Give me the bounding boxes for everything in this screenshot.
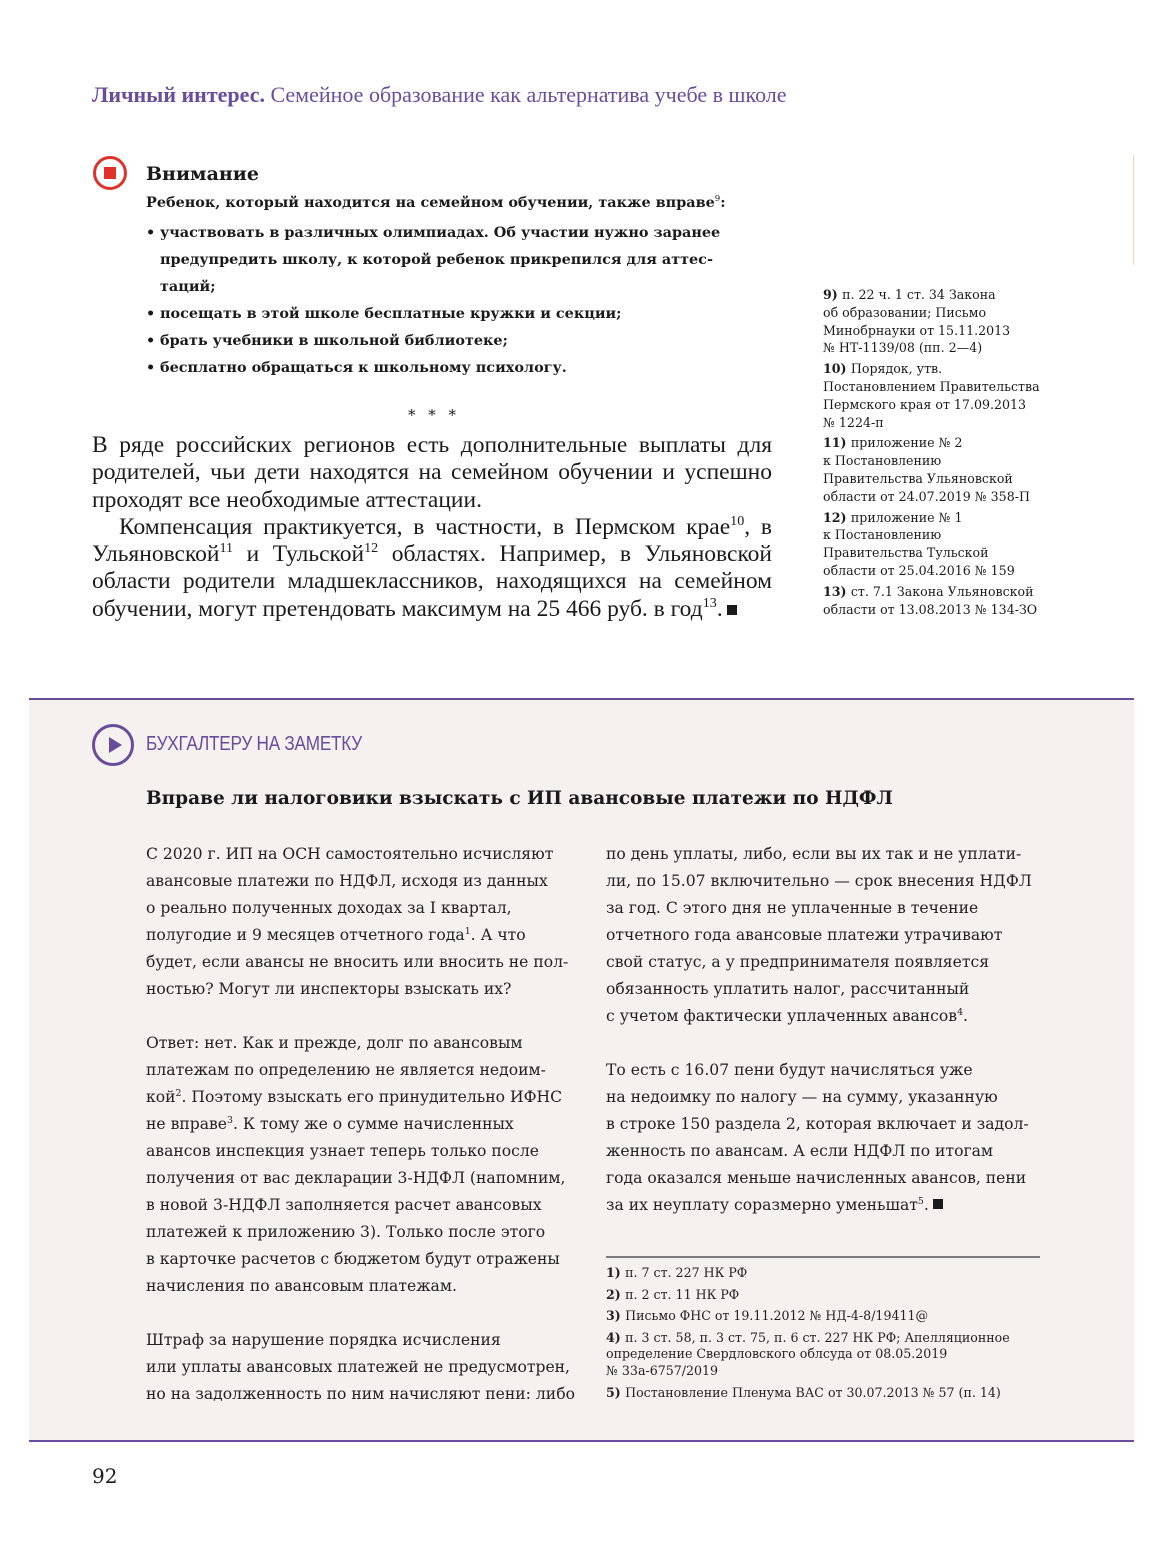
- text: , в Ульяновской: [92, 513, 772, 568]
- main-text: [92, 432, 772, 623]
- footnote-number: 1): [606, 1265, 626, 1280]
- footnote: 11) приложение № 2 к Постановлению Правительства Ульяновской области от 24.07.2019 № 358-П: [823, 435, 1030, 504]
- text: областях. Например, в Ульяновской области родители младшеклассников, находящихся на семейном обучении, могут претендовать максимум на 25 466 руб. в год: [92, 541, 772, 622]
- box-label: БУХГАЛТЕРУ НА ЗАМЕТКУ: [146, 733, 362, 755]
- page-number: 92: [92, 1464, 118, 1488]
- text: .: [716, 595, 723, 622]
- footnote: 4) п. 3 ст. 58, п. 3 ст. 75, п. 6 ст. 227 НК РФ; Апелляционное определение Свердловского облсуда от 08.05.2019 № 33а-6757/2019: [606, 1329, 1010, 1378]
- footnote-number: 11): [823, 435, 851, 451]
- paragraph: по день уплаты, либо, если вы их так и не уплати- ли, по 15.07 включительно — срок внесения НДФЛ за год. С этого дня не уплаченные в течение отчетного года авансовые платежи утрачивают свой статус, а у предпринимателя появляется обязанность уплатить налог, рассчитанный с учетом фактически уплаченных авансов$^4$.: [606, 845, 1032, 1025]
- footnote: 1) п. 7 ст. 227 НК РФ: [606, 1265, 748, 1280]
- text: Компенсация практикуется, в частности, в Пермском крае: [119, 513, 731, 540]
- attention-lead: [146, 194, 726, 211]
- paragraph: То есть с 16.07 пени будут начисляться уже на недоимку по налогу — на сумму, указанную в строке 150 раздела 2, которая включает и задол- женность по авансам. А если НДФЛ по итогам года оказался меньше начисленных авансов, пени за их неуплату соразмерно уменьшат$^5$.: [606, 1061, 1029, 1214]
- header-section: Личный интерес.: [92, 82, 265, 107]
- side-notes: [823, 286, 1053, 621]
- footnote-ref: 2: [175, 1087, 182, 1099]
- footnote-ref: 11: [219, 540, 234, 557]
- footnote: 9) п. 22 ч. 1 ст. 34 Закона об образовании; Письмо Минобрнауки от 15.11.2013 № НТ-1139/08 (пп. 2—4): [823, 287, 1011, 356]
- box-column-right: [606, 841, 1046, 1246]
- list-item: • бесплатно обращаться к школьному психологу.: [146, 354, 786, 381]
- attention-title: Внимание: [146, 163, 259, 185]
- footnote-ref: 12: [364, 540, 379, 557]
- footnote-divider: [606, 1256, 1040, 1258]
- attention-list: [146, 219, 786, 381]
- footnote: 3) Письмо ФНС от 19.11.2012 № НД-4-8/19411@: [606, 1308, 929, 1324]
- footnote-number: 10): [823, 361, 851, 377]
- box-column-left: [146, 841, 586, 1435]
- footnote-ref: 10: [730, 513, 745, 530]
- list-item: • участвовать в различных олимпиадах. Об участии нужно заранее предупредить школу, к которой ребенок прикрепился для аттес- таций;: [146, 219, 786, 300]
- play-icon: [92, 724, 134, 766]
- paragraph: Ответ: нет. Как и прежде, долг по авансовым платежам по определению не является недоим- кой$^2$. Поэтому взыскать его принудительно ИФНС не вправе$^3$. К тому же о сумме начисленных авансов инспекция узнает теперь только после получения от вас декларации 3-НДФЛ (напомним, в новой 3-НДФЛ заполняется расчет авансовых платежей к приложению 3). Только после этого в карточке расчетов с бюджетом будут отражены начисления по авансовым платежам.: [146, 1034, 566, 1295]
- attention-lead-colon: :: [720, 194, 726, 211]
- footnote-ref: 1: [464, 925, 471, 937]
- list-item: • брать учебники в школьной библиотеке;: [146, 327, 786, 354]
- box-title: Вправе ли налоговики взыскать с ИП авансовые платежи по НДФЛ: [146, 788, 893, 809]
- footnote: 5) Постановление Пленума ВАС от 30.07.2013 № 57 (п. 14): [606, 1384, 1001, 1400]
- footnote-number: 5): [606, 1384, 626, 1400]
- margin-rule: [1133, 155, 1134, 265]
- footnote-ref: 3: [227, 1114, 234, 1126]
- end-mark-icon: [933, 1199, 943, 1209]
- attention-lead-text: Ребенок, который находится на семейном обучении, также вправе: [146, 194, 715, 211]
- footnote-number: 9): [823, 287, 843, 302]
- header-subtitle: Семейное образование как альтернатива учебе в школе: [270, 82, 787, 107]
- footnote-number: 3): [606, 1308, 626, 1324]
- paragraph: [92, 514, 772, 623]
- footnote-number: 2): [606, 1286, 626, 1302]
- paragraph: Штраф за нарушение порядка исчисления или уплаты авансовых платежей не предусмотрен, но на задолженность по ним начисляют пени: либо: [146, 1331, 575, 1403]
- footnote-ref: 9: [714, 194, 721, 205]
- footnote: 2) п. 2 ст. 11 НК РФ: [606, 1286, 740, 1302]
- footnote-number: 12): [823, 509, 851, 525]
- stop-icon: [93, 156, 127, 190]
- text: и Тульской: [233, 541, 365, 568]
- footnote-number: 13): [823, 583, 851, 599]
- running-header: [92, 82, 787, 108]
- footnote: 12) приложение № 1 к Постановлению Правительства Тульской области от 25.04.2016 № 159: [823, 509, 1015, 578]
- paragraph: В ряде российских регионов есть дополнительные выплаты для родителей, чьи дети находятся на семейном обучении и успешно проходят все необходимые аттестации.: [92, 432, 772, 513]
- footnote: 10) Порядок, утв. Постановлением Правительства Пермского края от 17.09.2013 № 1224-п: [823, 361, 1040, 430]
- list-item: • посещать в этой школе бесплатные кружки и секции;: [146, 300, 786, 327]
- footnote-ref: 5: [917, 1195, 924, 1207]
- footnote: 13) ст. 7.1 Закона Ульяновской области от 13.08.2013 № 134-ЗО: [823, 583, 1038, 617]
- footnote-ref: 4: [957, 1006, 964, 1018]
- footnote-number: 4): [606, 1329, 626, 1345]
- section-separator: * * *: [408, 406, 461, 424]
- footnote-ref: 13: [702, 594, 717, 611]
- paragraph: С 2020 г. ИП на ОСН самостоятельно исчисляют авансовые платежи по НДФЛ, исходя из данных о реально полученных доходах за I квартал, полугодие и 9 месяцев отчетного года$^1$. А что будет, если авансы не вносить или вносить не пол- ностью? Могут ли инспекторы взыскать их?: [146, 845, 569, 998]
- box-footnotes: [606, 1265, 1046, 1406]
- end-mark-icon: [727, 605, 737, 615]
